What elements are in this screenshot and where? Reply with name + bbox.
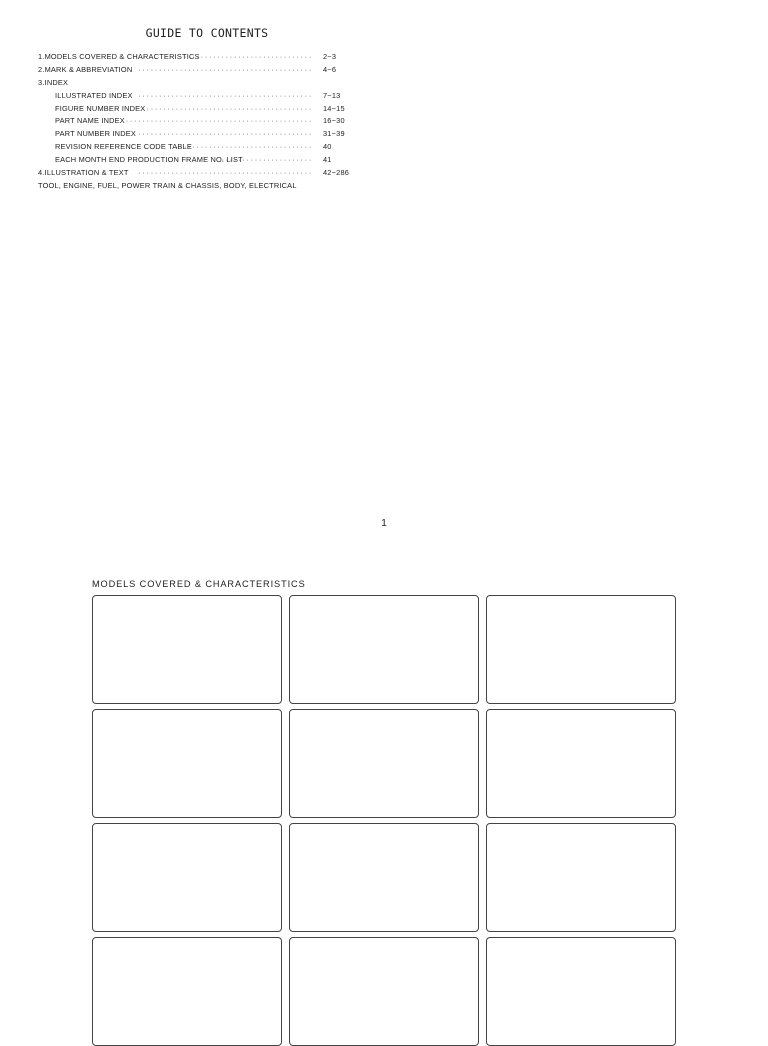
toc-entry-categories: [38, 180, 368, 193]
toc-page: 16~30: [323, 116, 345, 126]
toc-label: EACH MONTH END PRODUCTION FRAME NO. LIST: [55, 155, 243, 165]
toc-page: 31~39: [323, 129, 345, 139]
toc-entry-production-frame-list: [38, 154, 368, 167]
toc-entry-part-number-index: [38, 128, 368, 141]
model-cell: [289, 709, 479, 818]
toc-label: 1.MODELS COVERED & CHARACTERISTICS: [38, 52, 200, 61]
toc-page: 4~6: [323, 64, 337, 74]
toc-entry-models-covered: [38, 51, 368, 64]
toc-label: PART NAME INDEX: [55, 116, 125, 126]
toc-leader-dots: ································: [179, 52, 313, 61]
toc-label: FIGURE NUMBER INDEX: [55, 103, 146, 113]
model-cell: [486, 709, 676, 818]
toc-leader-dots: ·············································: [125, 116, 313, 126]
model-cell: [486, 823, 676, 932]
toc-entry-figure-number-index: [38, 103, 368, 116]
toc-entry-part-name-index: [38, 115, 368, 128]
toc-label: 4.ILLUSTRATION & TEXT: [38, 168, 129, 178]
toc-label: REVISION REFERENCE CODE TABLE: [55, 142, 192, 152]
model-cell: [92, 823, 282, 932]
page-title: GUIDE TO CONTENTS: [145, 26, 269, 40]
toc-label: 3.INDEX: [38, 77, 69, 87]
table-of-contents: [38, 51, 368, 193]
toc-leader-dots: ··········································: [138, 90, 313, 100]
toc-label: ILLUSTRATED INDEX: [55, 90, 133, 100]
toc-entry-revision-reference-code-table: [38, 141, 368, 154]
toc-leader-dots: ·································: [175, 142, 313, 152]
toc-page: 14~15: [323, 103, 345, 113]
section-heading: MODELS COVERED & CHARACTERISTICS: [92, 579, 306, 589]
toc-page: 40: [323, 142, 332, 152]
model-cell: [92, 595, 282, 704]
toc-page: 2~3: [323, 52, 337, 61]
toc-page: 42~286: [323, 168, 350, 178]
page-number: 1: [381, 518, 387, 529]
model-cell: [289, 823, 479, 932]
model-cell: [92, 937, 282, 1046]
model-cell: [486, 937, 676, 1046]
model-cell: [486, 595, 676, 704]
toc-leader-dots: ··········································: [138, 129, 313, 139]
models-grid: [92, 595, 676, 1046]
toc-label: PART NUMBER INDEX: [55, 129, 137, 139]
toc-entry-illustrated-index: [38, 90, 368, 103]
toc-page: 7~13: [323, 90, 341, 100]
toc-page: 41: [323, 155, 332, 165]
model-cell: [92, 709, 282, 818]
toc-leader-dots: ······················: [221, 155, 313, 165]
toc-leader-dots: ········································: [146, 103, 313, 113]
model-cell: [289, 937, 479, 1046]
toc-entry-index: [38, 77, 368, 90]
toc-label: 2.MARK & ABBREVIATION: [38, 64, 133, 74]
toc-leader-dots: ··········································: [138, 64, 313, 74]
toc-entry-mark-abbreviation: [38, 64, 368, 77]
model-cell: [289, 595, 479, 704]
toc-entry-illustration-text: [38, 167, 368, 180]
toc-label: TOOL, ENGINE, FUEL, POWER TRAIN & CHASSIS, BODY, ELECTRICAL: [38, 180, 297, 190]
toc-leader-dots: ··········································: [138, 168, 313, 178]
